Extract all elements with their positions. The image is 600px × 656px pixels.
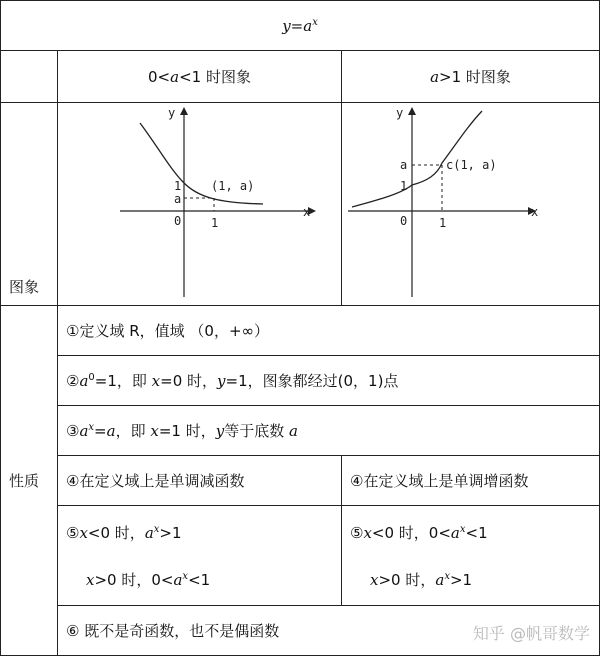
graph-increasing-cell [342,103,600,306]
prop-2-exp: 0 [88,372,95,383]
graph1-origin: 0 [174,214,182,228]
p5r-l2-exp: x [444,570,450,582]
p5l-l1-a: ⑤ [66,523,80,542]
table-title [1,1,600,51]
prop-3-var: a [79,422,89,440]
prop-4-right: ④在定义域上是单调增函数 [342,456,600,506]
graph-row [1,103,600,306]
header-case2 [342,51,600,103]
title-exp: x [312,16,318,28]
graph1-tick-x: 1 [211,216,219,230]
prop-3-a: ③ [66,422,80,440]
prop-2-b: =1，即 [94,372,152,390]
watermark-text: 知乎 @帆哥数学 [472,624,590,643]
p5r-l2-b: >0 时， [378,570,436,589]
graph-decreasing-cell [58,103,342,306]
prop-2-var: a [79,372,89,390]
watermark [473,621,590,644]
p5r-l1-a: ⑤ [350,523,364,542]
prop-row-1 [1,306,600,356]
graph2-x-label: x [531,205,539,219]
graph-row-label-cell [1,103,58,306]
p5l-l1-b: <0 时， [87,523,145,542]
prop-3-c: ，即 [115,422,151,440]
p5r-l1-exp: x [459,523,466,535]
prop-5-right-line2 [350,569,599,590]
header-case1-var: a [170,68,180,86]
prop-3-b: = [94,422,107,440]
prop-2 [58,356,600,406]
prop-2-y: y [217,372,226,390]
graph1-x-label: x [303,205,311,219]
p5l-l1-var: a [144,523,154,542]
p5l-l1-x: x [79,523,88,542]
header-case2-var: a [430,68,440,86]
header-case2-suffix: >1 时图象 [439,68,511,86]
p5r-l2-c: >1 [449,570,473,589]
prop-row-3 [1,406,600,456]
p5r-l1-b: <0 时，0< [371,523,451,542]
prop-3-exp: x [88,422,95,433]
graph2-tick-x: 1 [439,216,447,230]
graph-decreasing [58,103,342,301]
graph1-tick-y1: 1 [174,179,182,193]
prop-5-right-line1 [350,522,599,543]
prop-5-left-line1 [66,522,341,543]
p5r-l1-c: <1 [465,523,488,542]
p5r-l2-var: a [435,570,445,589]
prop-4-left: ④在定义域上是单调减函数 [58,456,342,506]
prop-2-a: ② [66,372,80,390]
prop-3-var2: a [106,422,116,440]
prop-3-x: x [150,422,159,440]
prop-2-d: =1，图象都经过(0，1)点 [225,372,399,390]
prop-3 [58,406,600,456]
p5l-l2-c: <1 [188,570,211,589]
graph2-point-label: c(1, a) [446,158,497,172]
p5l-l1-exp: x [153,523,160,535]
prop-6: ⑥ 既不是奇函数，也不是偶函数 [58,606,600,656]
graph-row-label: 图象 [9,278,40,296]
header-case1-prefix: 0< [148,68,171,86]
graph2-origin: 0 [400,214,408,228]
prop-row-5 [1,506,600,606]
header-case1-suffix: <1 时图象 [179,68,251,86]
graph2-tick-y1: 1 [400,179,408,193]
graph-increasing [342,103,600,301]
prop-3-d: =1 时， [158,422,216,440]
title-row [1,1,600,51]
prop-row-4 [1,456,600,506]
p5l-l2-var: a [173,570,183,589]
p5r-l1-var: a [450,523,460,542]
graph2-tick-ya: a [400,158,408,172]
prop-5-left-line2 [66,569,341,590]
props-row-label: 性质 [1,306,58,656]
graph1-tick-ya: a [174,192,182,206]
graph1-y-label: y [168,106,176,120]
header-case1 [58,51,342,103]
prop-3-e: 等于底数 [224,422,289,440]
header-row [1,51,600,103]
prop-1: ①定义域 R，值域 （0，+∞） [58,306,600,356]
prop-3-var3: a [288,422,298,440]
p5l-l2-exp: x [182,570,189,582]
graph1-point-label: (1, a) [211,179,255,193]
prop-3-y: y [215,422,225,440]
header-empty [1,51,58,103]
p5l-l2-b: >0 时，0< [94,570,174,589]
prop-5-right [342,506,600,606]
p5l-l1-c: >1 [159,523,182,542]
title-base: y=a [282,16,313,35]
prop-row-2 [1,356,600,406]
prop-2-x: x [151,372,161,390]
graph2-y-label: y [396,106,404,120]
prop-2-c: =0 时， [160,372,218,390]
p5l-l2-x: x [86,570,95,589]
prop-5-left [58,506,342,606]
p5r-l1-x: x [363,523,372,542]
p5r-l2-x: x [370,570,379,589]
